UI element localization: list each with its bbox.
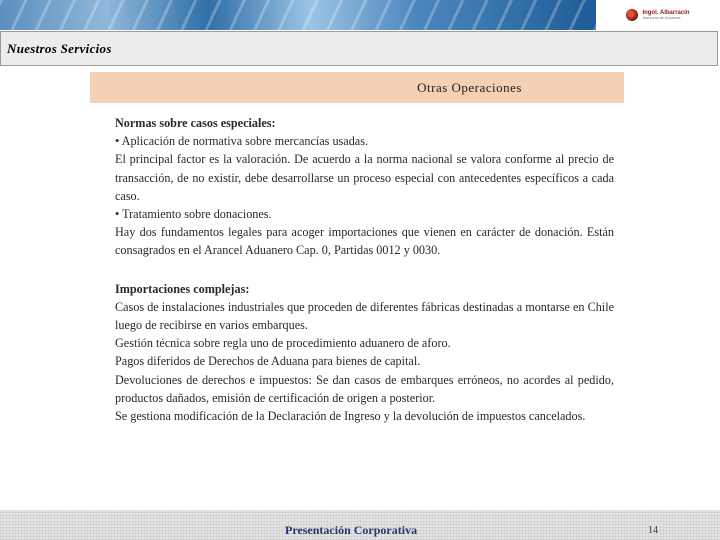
paragraph-instalaciones: Casos de instalaciones industriales que proceden de diferentes fábricas destinadas a montarse en Chile luego de recibirse en varios embarques. [115,299,614,333]
company-logo [596,0,720,30]
content-body [115,114,614,425]
footer-bar [0,510,720,540]
paragraph-pagos: Pagos diferidos de Derechos de Aduana para bienes de capital. [115,354,421,369]
paragraph-modificacion: Se gestiona modificación de la Declaración de Ingreso y la devolución de impuestos cancelados. [115,409,586,424]
footer-text: Presentación Corporativa [285,523,418,537]
logo-emblem-icon [626,9,638,21]
section-title: Otras Operaciones [417,80,522,95]
logo-name: Ingol. Albarracín [642,10,690,16]
bullet-donaciones: • Tratamiento sobre donaciones. [115,207,272,222]
importaciones-heading: Importaciones complejas: [115,281,250,296]
title-bar [0,31,718,66]
normas-heading: Normas sobre casos especiales: [115,116,276,130]
section-header [90,72,624,103]
paragraph-devoluciones: Devoluciones de derechos e impuestos: Se dan casos de embarques erróneos, no acordes al pedido, productos dañados, emisión de certificación de origen a posterior. [115,372,614,405]
banner-pattern [0,0,596,30]
logo-tagline: Asesoría de Aduanas [642,15,681,20]
paragraph-gestion: Gestión técnica sobre regla uno de procedimiento aduanero de aforo. [115,336,451,351]
header-banner-image [0,0,596,30]
page-title: Nuestros Servicios [7,41,112,56]
spacer [115,260,614,280]
paragraph-donaciones: Hay dos fundamentos legales para acoger importaciones que vienen en carácter de donación. Están consagrados en el Arancel Aduanero Cap. 0, Partidas 0012 y 0030. [115,225,614,258]
page-number: 14 [648,525,658,536]
paragraph-valoracion: El principal factor es la valoración. De acuerdo a la norma nacional se valora conforme al precio de transacción, de no existir, debe desarrollarse un proceso especial con antecedentes específicos a cada caso. [115,152,614,203]
bullet-usadas: • Aplicación de normativa sobre mercancías usadas. [115,134,369,149]
